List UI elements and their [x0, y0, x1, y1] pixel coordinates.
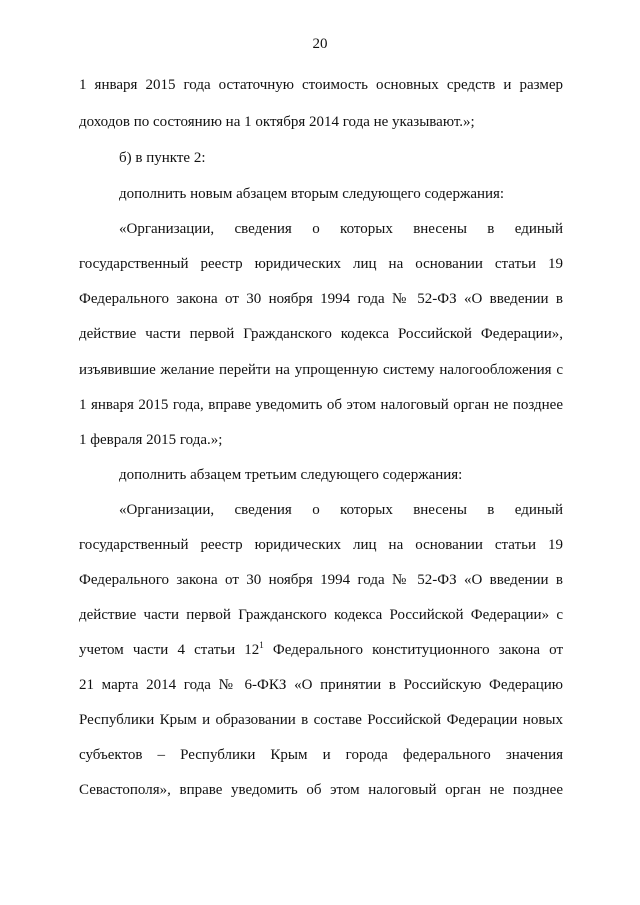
text-segment: учетом части 4 статьи 12: [79, 642, 260, 658]
superscript: 1: [259, 640, 264, 650]
text-line: Федерального закона от 30 ноября 1994 года № 52-ФЗ «О введении в: [79, 572, 563, 588]
text-line: Республики Крым и образовании в составе Российской Федерации новых: [79, 712, 563, 728]
text-line: «Организации, сведения о которых внесены в единый: [119, 221, 563, 237]
text-segment: Федерального конституционного закона от: [263, 642, 564, 658]
text-line: государственный реестр юридических лиц на основании статьи 19: [79, 537, 563, 553]
text-line: «Организации, сведения о которых внесены в единый: [119, 502, 563, 518]
text-line: 1 января 2015 года остаточную стоимость основных средств и размер: [79, 77, 563, 93]
text-line: Севастополя», вправе уведомить об этом налоговый орган не позднее: [79, 782, 563, 798]
text-line: государственный реестр юридических лиц на основании статьи 19: [79, 256, 563, 272]
text-line: б) в пункте 2:: [119, 150, 206, 166]
text-line: изъявившие желание перейти на упрощенную систему налогообложения с: [79, 362, 563, 378]
text-line: доходов по состоянию на 1 октября 2014 года не указывают.»;: [79, 114, 475, 130]
text-line: 1 января 2015 года, вправе уведомить об этом налоговый орган не позднее: [79, 397, 563, 413]
text-line: действие части первой Гражданского кодекса Российской Федерации» с: [79, 607, 563, 623]
text-line: действие части первой Гражданского кодекса Российской Федерации»,: [79, 326, 563, 342]
text-line: Федерального закона от 30 ноября 1994 года № 52-ФЗ «О введении в: [79, 291, 563, 307]
text-line: дополнить абзацем третьим следующего содержания:: [119, 467, 463, 483]
page-number: 20: [312, 36, 328, 52]
text-line: субъектов – Республики Крым и города федерального значения: [79, 747, 563, 763]
text-line: дополнить новым абзацем вторым следующего содержания:: [119, 186, 505, 202]
text-line-with-superscript: [79, 640, 563, 660]
text-line: 21 марта 2014 года № 6-ФКЗ «О принятии в Российскую Федерацию: [79, 677, 563, 693]
text-line: 1 февраля 2015 года.»;: [79, 432, 223, 448]
